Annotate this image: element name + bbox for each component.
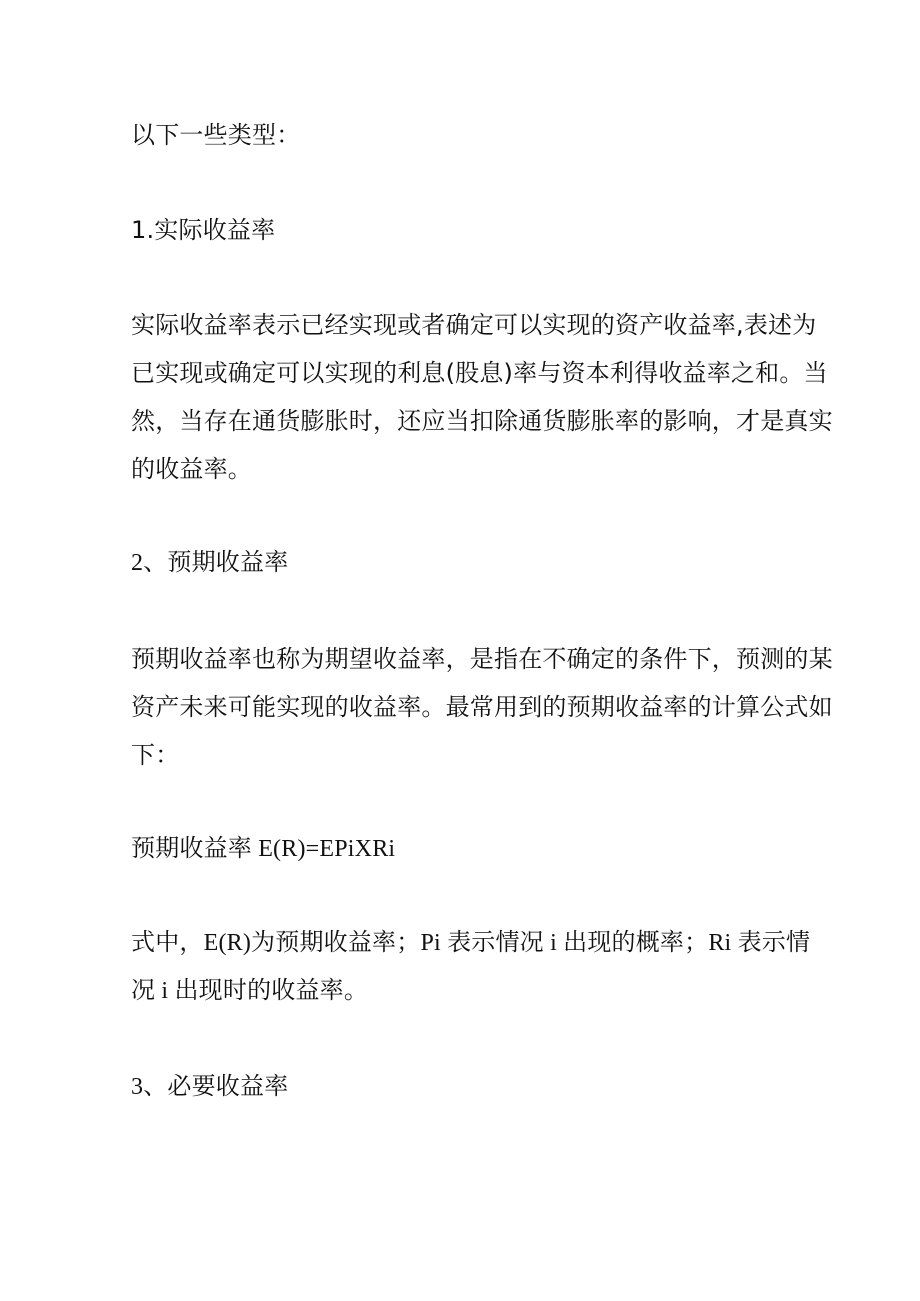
section-heading-required-return: 3、必要收益率 xyxy=(131,1074,289,1100)
paragraph-line: 实际收益率表示已经实现或者确定可以实现的资产收益率,表述为 xyxy=(131,311,817,339)
formula-line: 预期收益率 E(R)=EPiXRi xyxy=(131,836,396,862)
explanation-line: 况 i 出现时的收益率。 xyxy=(131,978,369,1004)
intro-text: 以下一些类型： xyxy=(131,121,301,149)
paragraph-line: 已实现或确定可以实现的利息(股息)率与资本利得收益率之和。当 xyxy=(131,359,828,387)
paragraph-line: 资产未来可能实现的收益率。最常用到的预期收益率的计算公式如 xyxy=(131,693,833,721)
section-heading-actual-return: 1.实际收益率 xyxy=(131,216,276,244)
paragraph-line: 预期收益率也称为期望收益率，是指在不确定的条件下，预测的某 xyxy=(131,645,833,673)
paragraph-line: 下： xyxy=(131,741,180,769)
paragraph-line: 然，当存在通货膨胀时，还应当扣除通货膨胀率的影响，才是真实 xyxy=(131,407,833,435)
explanation-line: 式中，E(R)为预期收益率；Pi 表示情况 i 出现的概率；Ri 表示情 xyxy=(131,930,811,956)
paragraph-line: 的收益率。 xyxy=(131,455,252,483)
section-heading-expected-return: 2、预期收益率 xyxy=(131,550,289,576)
